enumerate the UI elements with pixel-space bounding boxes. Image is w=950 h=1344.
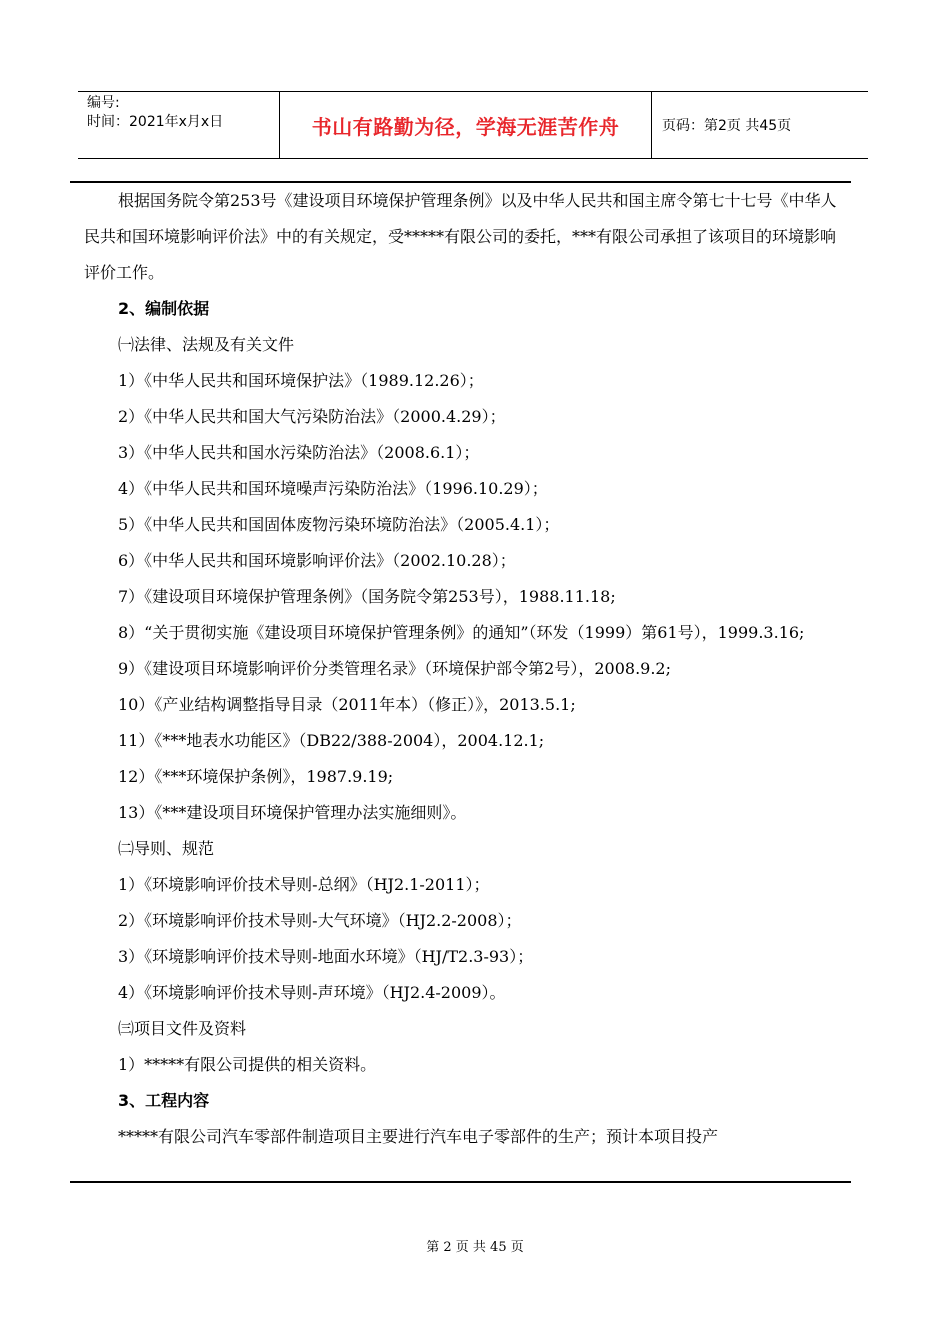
list-item: 3）《环境影响评价技术导则-地面水环境》（HJ/T2.3-93）；	[118, 947, 534, 966]
document-number-label: 编号:	[87, 95, 120, 111]
bottom-rule	[70, 1181, 851, 1183]
list-item: 1）*****有限公司提供的相关资料。	[118, 1055, 377, 1074]
engineering-paragraph: *****有限公司汽车零部件制造项目主要进行汽车电子零部件的生产；预计本项目投产	[118, 1127, 719, 1146]
list-item: 4）《环境影响评价技术导则-声环境》（HJ2.4-2009）。	[118, 983, 506, 1002]
list-item: 3）《中华人民共和国水污染防治法》（2008.6.1）；	[118, 443, 480, 462]
list-item: 4）《中华人民共和国环境噪声污染防治法》（1996.10.29）；	[118, 479, 548, 498]
section-heading-basis: 2、编制依据	[118, 299, 210, 318]
footer-page-number: 第 2 页 共 45 页	[426, 1240, 524, 1255]
header-page-info: 页码：第2页 共45页	[662, 118, 792, 134]
subheading-project-files: ㈢项目文件及资料	[118, 1019, 247, 1038]
header-motto: 书山有路勤为径，学海无涯苦作舟	[280, 92, 652, 158]
list-item: 7）《建设项目环境保护管理条例》（国务院令第253号），1988.11.18;	[118, 587, 616, 606]
list-item: 13）《***建设项目环境保护管理办法实施细则》。	[118, 803, 467, 822]
subheading-laws: ㈠法律、法规及有关文件	[118, 335, 295, 354]
list-item: 1）《环境影响评价技术导则-总纲》（HJ2.1-2011）；	[118, 875, 490, 894]
subheading-guidelines: ㈡导则、规范	[118, 839, 215, 858]
list-item: 8）“关于贯彻实施《建设项目环境保护管理条例》的通知”（环发（1999）第61号），1999.3.16;	[118, 623, 805, 642]
section-heading-engineering: 3、工程内容	[118, 1091, 210, 1110]
list-item: 5）《中华人民共和国固体废物污染环境防治法》（2005.4.1）；	[118, 515, 560, 534]
list-item: 2）《中华人民共和国大气污染防治法》（2000.4.29）；	[118, 407, 506, 426]
list-item: 10）《产业结构调整指导目录（2011年本）（修正）》，2013.5.1;	[118, 695, 576, 714]
list-item: 12）《***环境保护条例》，1987.9.19;	[118, 767, 394, 786]
header-left-cell	[78, 92, 280, 158]
list-item: 1）《中华人民共和国环境保护法》（1989.12.26）；	[118, 371, 484, 390]
header-table	[78, 91, 868, 159]
document-body	[84, 183, 846, 1155]
list-item: 2）《环境影响评价技术导则-大气环境》（HJ2.2-2008）；	[118, 911, 522, 930]
list-item: 11）《***地表水功能区》（DB22/388-2004），2004.12.1;	[118, 731, 545, 750]
list-item: 9）《建设项目环境影响评价分类管理名录》（环境保护部令第2号），2008.9.2;	[118, 659, 672, 678]
list-item: 6）《中华人民共和国环境影响评价法》（2002.10.28）；	[118, 551, 516, 570]
document-time: 时间：2021年x月x日	[87, 114, 224, 130]
intro-paragraph: 根据国务院令第253号《建设项目环境保护管理条例》以及中华人民共和国主席令第七十七号《中华人民共和国环境影响评价法》中的有关规定，受*****有限公司的委托，***有限公司承担了该项目的环境影响评价工作。	[84, 191, 837, 282]
